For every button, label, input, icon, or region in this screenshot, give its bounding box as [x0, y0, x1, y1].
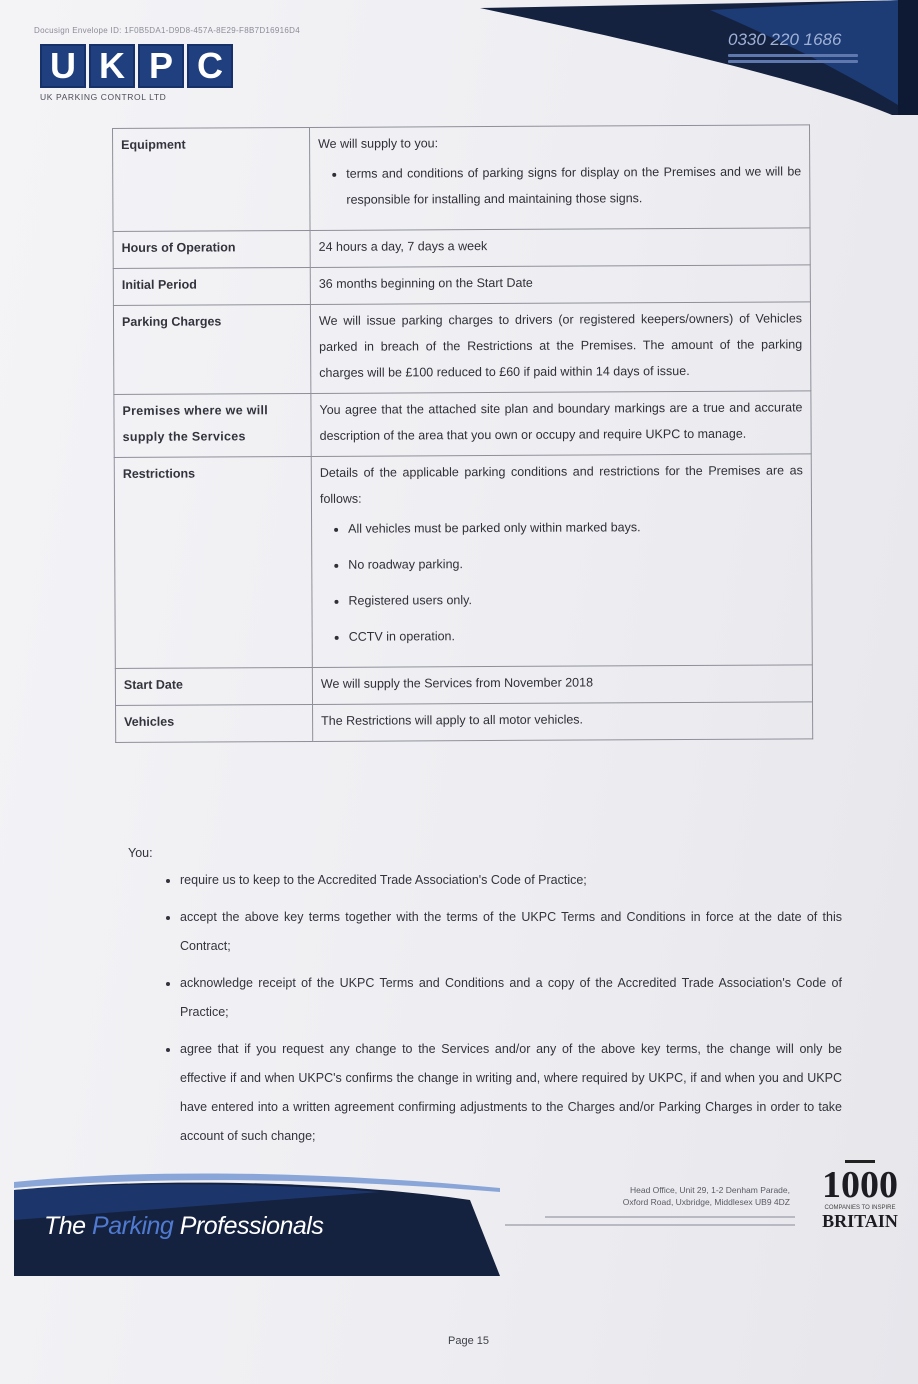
logo-letter-p: P [138, 44, 184, 88]
key-terms-table [112, 124, 813, 743]
list-item: • All vehicles must be parked only within marked bays. [348, 513, 803, 541]
row-label: Premises where we will supply the Services [114, 393, 311, 457]
tagline-parking: Parking [92, 1212, 174, 1240]
row-value: 36 months beginning on the Start Date [310, 265, 810, 305]
tagline-professionals: Professionals [179, 1212, 324, 1240]
list-item: • terms and conditions of parking signs for display on the Premises and we will be responsible for installing and maintaining those signs. [346, 158, 801, 212]
restrictions-list [320, 513, 804, 650]
row-value: You agree that the attached site plan and boundary markings are a true and accurate description of the area that you own or occupy and require UKPC to manage. [311, 391, 811, 457]
list-item: • No roadway parking. [348, 549, 803, 577]
restrictions-intro: Details of the applicable parking conditions and restrictions for the Premises are as follows: [319, 463, 803, 506]
row-label: Vehicles [116, 704, 313, 742]
list-item: • Registered users only. [348, 585, 803, 613]
page-number: Page 15 [448, 1335, 489, 1347]
table-row-hours [113, 228, 810, 269]
tagline-the: The [44, 1212, 86, 1240]
tagline [44, 1212, 323, 1241]
you-label: You: [128, 846, 153, 860]
address-line-1: Head Office, Unit 29, 1-2 Denham Parade, [629, 1185, 790, 1195]
row-value [309, 125, 810, 231]
table-row-restrictions [114, 454, 812, 669]
list-item: • CCTV in operation. [349, 621, 804, 649]
equipment-intro: We will supply to you: [318, 136, 439, 151]
logo-letter-k: K [89, 44, 135, 88]
row-value: We will supply the Services from November 2018 [312, 665, 812, 705]
row-label: Restrictions [114, 456, 312, 668]
row-label: Equipment [113, 127, 311, 231]
address-line-2: Oxford Road, Uxbridge, Middlesex UB9 4DZ [622, 1197, 790, 1207]
head-office-address [540, 1184, 790, 1208]
row-label: Initial Period [113, 267, 310, 305]
table-row-vehicles [116, 702, 813, 743]
row-value: We will issue parking charges to drivers (or registered keepers/owners) of Vehicles parked in breach of the Restrictions at the Premises. The amount of the parking charges will be £100 reduced to £60 if paid within 14 days of issue. [310, 302, 810, 394]
row-label: Start Date [115, 667, 312, 705]
you-obligations-list [152, 866, 842, 1159]
table-row-parking-charges [113, 302, 810, 395]
row-value [311, 454, 812, 668]
phone-number: 0330 220 1686 [728, 30, 842, 49]
table-row-equipment [113, 125, 811, 232]
docusign-envelope-id: Docusign Envelope ID: 1F0B5DA1-D9D8-457A-8E29-F8B7D16916D4 [34, 26, 300, 35]
registration-details [505, 1216, 795, 1232]
table-row-initial-period [113, 265, 810, 306]
ukpc-logo [40, 44, 233, 88]
logo-letter-c: C [187, 44, 233, 88]
logo-subtitle: UK PARKING CONTROL LTD [40, 92, 167, 102]
table-row-start-date [115, 665, 812, 706]
list-item: • accept the above key terms together with the terms of the UKPC Terms and Conditions in force at the date of this Contract; [180, 903, 842, 961]
badge-britain: BRITAIN [822, 1211, 898, 1231]
equipment-list [318, 158, 801, 213]
badge-small-text: COMPANIES TO INSPIRE [824, 1205, 896, 1211]
list-item: • acknowledge receipt of the UKPC Terms and Conditions and a copy of the Accredited Trade Association's Code of Practice; [180, 969, 842, 1027]
row-label: Parking Charges [113, 304, 310, 394]
list-item: • agree that if you request any change to the Services and/or any of the above key terms, the change will only be effective if and when UKPC's confirms the change in writing and, where required by UKPC, if and when you and UKPC have entered into a written agreement confirming adjustments to the Charges and/or Parking Charges in order to take account of such change; [180, 1035, 842, 1151]
row-label: Hours of Operation [113, 230, 310, 268]
companies-to-inspire-badge [806, 1160, 914, 1231]
table-row-premises [114, 391, 811, 458]
badge-number: 1000 [822, 1164, 898, 1206]
logo-letter-u: U [40, 44, 86, 88]
phone-caption [728, 54, 858, 68]
list-item: • require us to keep to the Accredited Trade Association's Code of Practice; [180, 866, 842, 895]
row-value: 24 hours a day, 7 days a week [310, 228, 810, 268]
row-value: The Restrictions will apply to all motor vehicles. [313, 702, 813, 742]
